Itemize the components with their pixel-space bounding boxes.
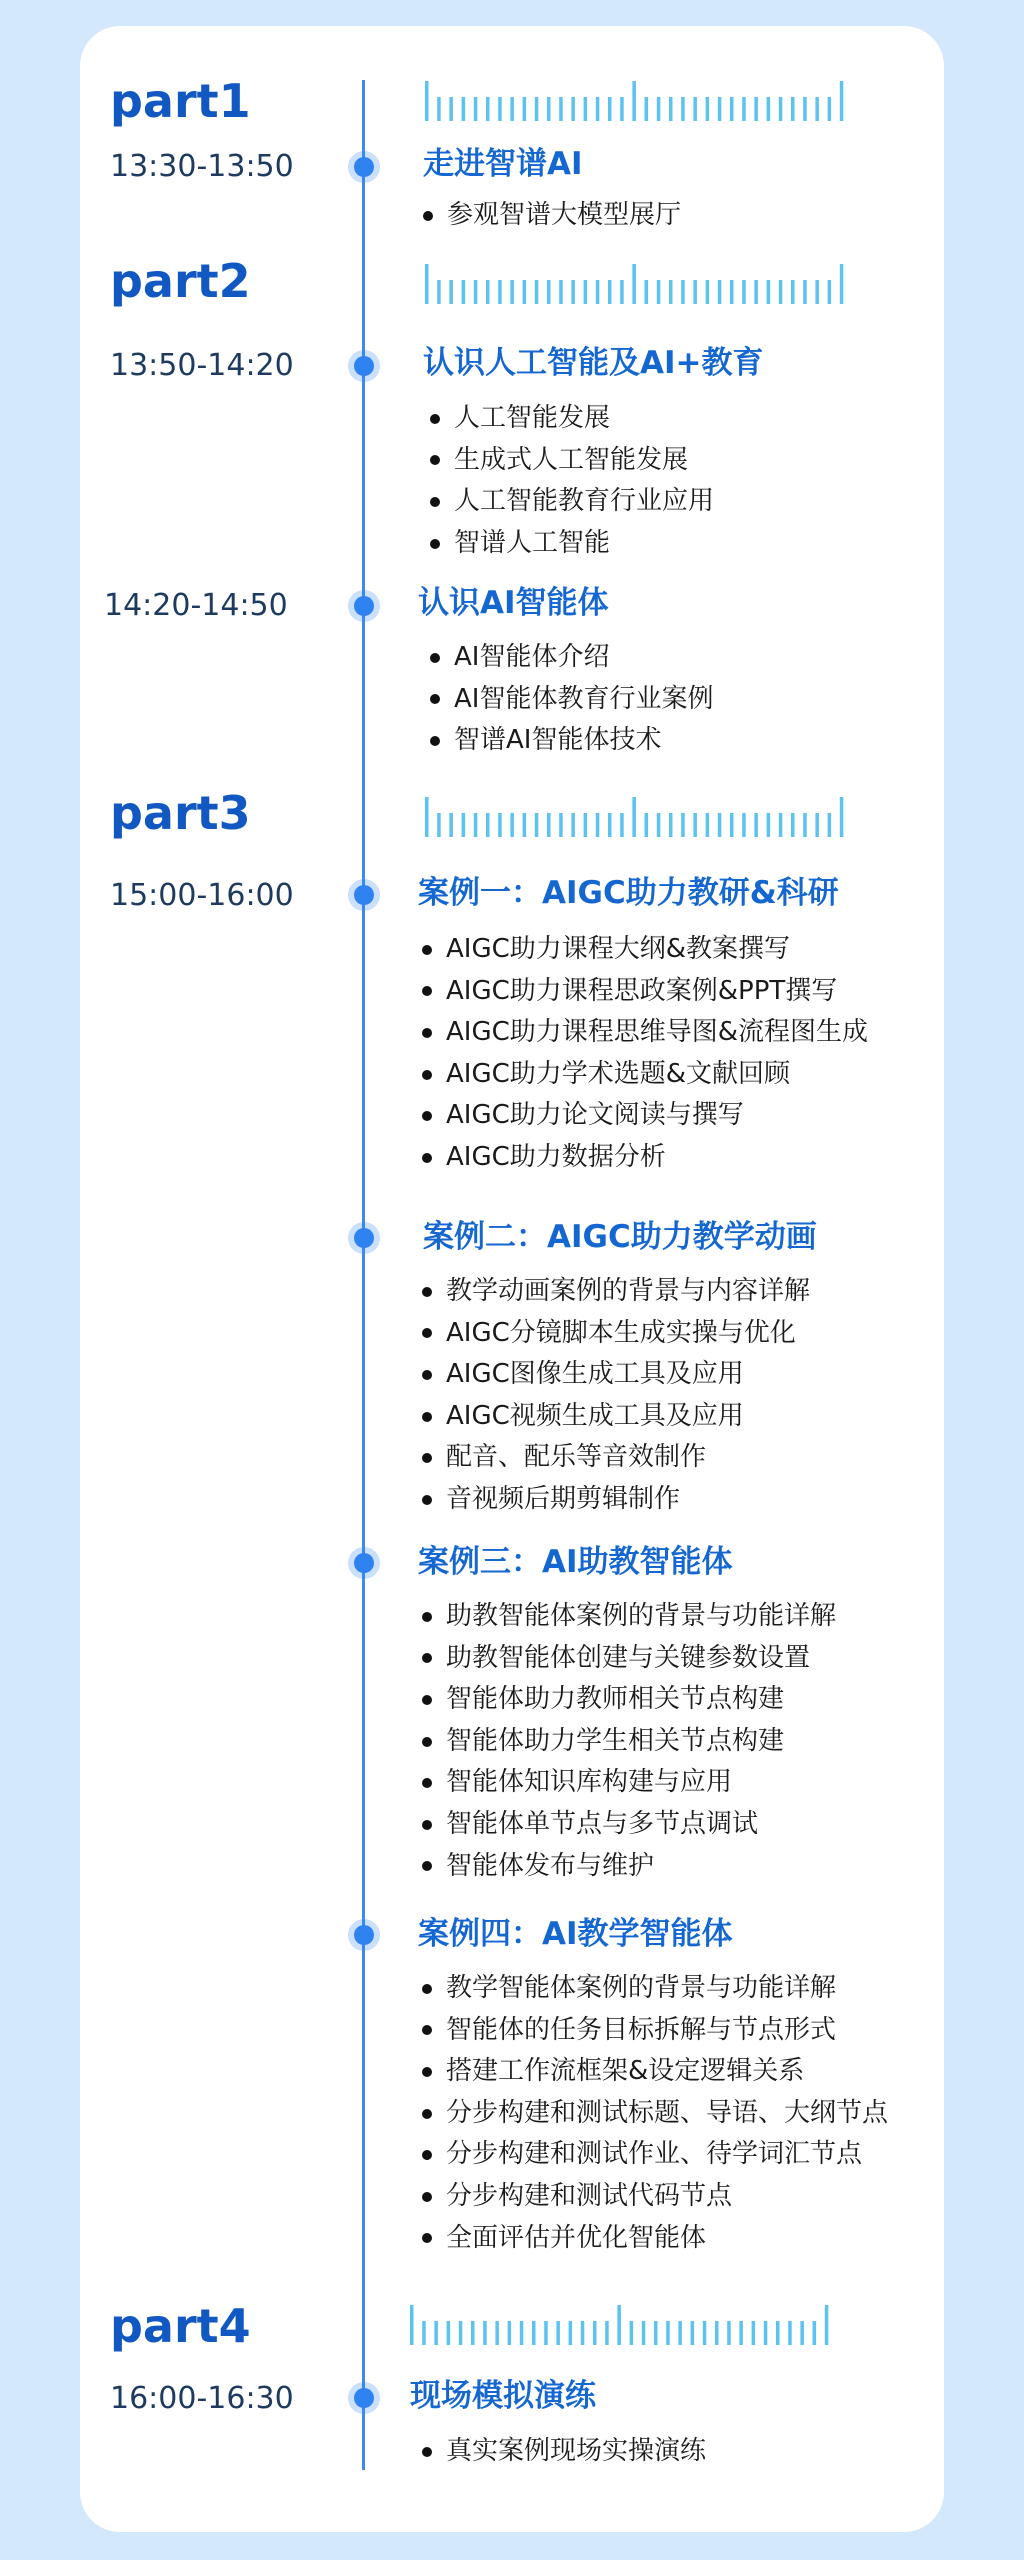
- bullet-icon: [422, 2067, 432, 2077]
- session-title: 认识人工智能及AI+教育: [423, 345, 764, 381]
- agenda-item: [423, 195, 681, 237]
- tick-mark: [693, 280, 697, 304]
- tick-mark: [691, 2321, 695, 2345]
- tick-mark: [474, 97, 478, 121]
- session-title: 案例一：AIGC助力教研&科研: [418, 875, 839, 911]
- part-title: part4: [110, 2299, 251, 2353]
- tick-mark: [437, 813, 441, 837]
- agenda-item: [422, 1271, 810, 1313]
- agenda-item-text: 分步构建和测试作业、待学词汇节点: [446, 2139, 863, 2170]
- tick-mark: [767, 97, 771, 121]
- session-time: 14:20-14:50: [104, 588, 288, 623]
- tick-mark: [706, 97, 710, 121]
- tick-mark: [630, 2321, 634, 2345]
- tick-mark: [681, 813, 685, 837]
- agenda-item: [422, 2218, 888, 2260]
- tick-mark: [462, 280, 466, 304]
- agenda-item-text: AIGC视频生成工具及应用: [446, 1400, 744, 1431]
- agenda-item-text: 助教智能体创建与关键参数设置: [446, 1642, 811, 1673]
- tick-mark: [669, 97, 673, 121]
- agenda-item: [422, 1137, 868, 1179]
- agenda-item-text: AIGC分镜脚本生成实操与优化: [446, 1317, 796, 1348]
- tick-mark: [535, 280, 539, 304]
- tick-mark: [584, 813, 588, 837]
- agenda-item: [422, 2010, 888, 2052]
- bullet-icon: [430, 736, 440, 746]
- tick-mark: [718, 280, 722, 304]
- session-items: [422, 1968, 888, 2259]
- tick-mark: [828, 97, 832, 121]
- timeline-dot: [354, 157, 374, 177]
- bullet-icon: [422, 2447, 432, 2457]
- tick-mark: [681, 280, 685, 304]
- agenda-item: [422, 1313, 810, 1355]
- decorative-ticks: [425, 81, 844, 121]
- tick-mark: [815, 813, 819, 837]
- tick-mark: [754, 280, 758, 304]
- tick-mark: [462, 813, 466, 837]
- tick-mark: [718, 813, 722, 837]
- tick-mark: [715, 2321, 719, 2345]
- tick-mark: [605, 2321, 609, 2345]
- tick-mark: [788, 2321, 792, 2345]
- tick-mark: [620, 813, 624, 837]
- bullet-icon: [422, 1028, 432, 1038]
- tick-mark: [495, 2321, 499, 2345]
- tick-mark: [800, 2321, 804, 2345]
- tick-mark: [742, 813, 746, 837]
- tick-mark: [584, 280, 588, 304]
- tick-mark: [669, 813, 673, 837]
- session-time: 13:50-14:20: [110, 348, 294, 383]
- tick-mark: [730, 97, 734, 121]
- agenda-item: [422, 1095, 868, 1137]
- agenda-item-text: AI智能体教育行业案例: [454, 683, 714, 714]
- tick-mark: [447, 2321, 451, 2345]
- tick-mark: [767, 813, 771, 837]
- tick-mark: [508, 2321, 512, 2345]
- tick-mark: [483, 2321, 487, 2345]
- tick-mark: [754, 813, 758, 837]
- tick-mark: [486, 813, 490, 837]
- tick-mark: [410, 2305, 414, 2345]
- tick-mark: [449, 813, 453, 837]
- session-items: [422, 2431, 706, 2473]
- tick-mark: [608, 280, 612, 304]
- session-items: [422, 1271, 810, 1521]
- timeline-dot: [354, 885, 374, 905]
- tick-mark: [632, 797, 636, 837]
- tick-mark: [742, 97, 746, 121]
- agenda-item-text: 音视频后期剪辑制作: [446, 1483, 681, 1514]
- agenda-item-text: 智能体助力教师相关节点构建: [446, 1684, 785, 1715]
- tick-mark: [727, 2321, 731, 2345]
- agenda-item-text: AIGC助力学术选题&文献回顾: [446, 1058, 791, 1089]
- agenda-item: [422, 1054, 868, 1096]
- agenda-item-text: AI智能体介绍: [454, 642, 610, 672]
- tick-mark: [620, 97, 624, 121]
- tick-mark: [510, 813, 514, 837]
- tick-mark: [510, 97, 514, 121]
- bullet-icon: [422, 1653, 432, 1663]
- tick-mark: [654, 2321, 658, 2345]
- tick-mark: [449, 97, 453, 121]
- agenda-item-text: 生成式人工智能发展: [454, 444, 689, 475]
- agenda-item-text: 分步构建和测试代码节点: [446, 2180, 733, 2211]
- agenda-item-text: 参观智谱大模型展厅: [447, 200, 682, 230]
- bullet-icon: [422, 1153, 432, 1163]
- session-items: [423, 195, 681, 237]
- agenda-item-text: 智能体的任务目标拆解与节点形式: [446, 2014, 837, 2045]
- agenda-item-text: AIGC助力课程思维导图&流程图生成: [446, 1017, 869, 1048]
- bullet-icon: [422, 1612, 432, 1622]
- tick-mark: [486, 280, 490, 304]
- agenda-item: [422, 1762, 836, 1804]
- session-time: 13:30-13:50: [110, 149, 294, 184]
- tick-mark: [693, 97, 697, 121]
- tick-mark: [596, 97, 600, 121]
- bullet-icon: [422, 1370, 432, 1380]
- tick-mark: [779, 280, 783, 304]
- tick-mark: [752, 2321, 756, 2345]
- tick-mark: [764, 2321, 768, 2345]
- session-title: 案例三：AI助教智能体: [418, 1544, 733, 1580]
- tick-mark: [544, 2321, 548, 2345]
- tick-mark: [571, 813, 575, 837]
- tick-mark: [462, 97, 466, 121]
- bullet-icon: [422, 1070, 432, 1080]
- bullet-icon: [422, 1453, 432, 1463]
- session-title: 案例四：AI教学智能体: [418, 1916, 733, 1952]
- agenda-item-text: AIGC助力课程思政案例&PPT撰写: [446, 975, 838, 1006]
- agenda-item: [422, 1846, 836, 1888]
- agenda-item: [422, 2176, 888, 2218]
- timeline-dot: [354, 1228, 374, 1248]
- tick-mark: [425, 81, 429, 121]
- tick-mark: [645, 280, 649, 304]
- tick-mark: [523, 280, 527, 304]
- bullet-icon: [422, 1778, 432, 1788]
- agenda-item: [422, 2051, 888, 2093]
- bullet-icon: [430, 455, 440, 465]
- bullet-icon: [430, 694, 440, 704]
- tick-mark: [498, 280, 502, 304]
- tick-mark: [437, 97, 441, 121]
- tick-mark: [703, 2321, 707, 2345]
- agenda-item-text: 智能体知识库构建与应用: [446, 1767, 733, 1798]
- bullet-icon: [430, 414, 440, 424]
- tick-mark: [608, 97, 612, 121]
- tick-mark: [486, 97, 490, 121]
- tick-mark: [581, 2321, 585, 2345]
- agenda-item-text: AIGC助力数据分析: [446, 1141, 666, 1172]
- session-title: 认识AI智能体: [418, 585, 609, 621]
- tick-mark: [559, 813, 563, 837]
- tick-mark: [730, 280, 734, 304]
- tick-mark: [520, 2321, 524, 2345]
- agenda-item-text: 智能体单节点与多节点调试: [446, 1808, 759, 1839]
- timeline-line: [362, 80, 365, 2470]
- bullet-icon: [422, 1820, 432, 1830]
- agenda-item: [422, 2093, 888, 2135]
- tick-mark: [706, 813, 710, 837]
- agenda-item: [422, 1721, 836, 1763]
- tick-mark: [547, 280, 551, 304]
- bullet-icon: [423, 211, 433, 221]
- bullet-icon: [422, 2233, 432, 2243]
- session-items: [430, 398, 714, 564]
- bullet-icon: [422, 2109, 432, 2119]
- tick-mark: [791, 813, 795, 837]
- agenda-item: [430, 523, 714, 565]
- tick-mark: [459, 2321, 463, 2345]
- tick-mark: [523, 97, 527, 121]
- tick-mark: [547, 813, 551, 837]
- bullet-icon: [422, 1737, 432, 1747]
- tick-mark: [556, 2321, 560, 2345]
- tick-mark: [840, 81, 844, 121]
- agenda-item: [422, 2134, 888, 2176]
- agenda-item-text: AIGC助力论文阅读与撰写: [446, 1100, 744, 1131]
- tick-mark: [657, 813, 661, 837]
- tick-mark: [620, 280, 624, 304]
- bullet-icon: [430, 497, 440, 507]
- tick-mark: [535, 813, 539, 837]
- part-title: part3: [110, 786, 251, 840]
- tick-mark: [669, 280, 673, 304]
- tick-mark: [693, 813, 697, 837]
- bullet-icon: [422, 1111, 432, 1121]
- tick-mark: [791, 280, 795, 304]
- agenda-item-text: 智谱人工智能: [454, 527, 611, 558]
- tick-mark: [584, 97, 588, 121]
- tick-mark: [596, 813, 600, 837]
- bullet-icon: [422, 2192, 432, 2202]
- agenda-item-text: 教学智能体案例的背景与功能详解: [446, 1973, 837, 2003]
- bullet-icon: [430, 539, 440, 549]
- decorative-ticks: [410, 2305, 829, 2345]
- bullet-icon: [422, 2025, 432, 2035]
- tick-mark: [617, 2305, 621, 2345]
- agenda-item: [430, 679, 713, 721]
- tick-mark: [474, 280, 478, 304]
- decorative-ticks: [425, 264, 844, 304]
- tick-mark: [571, 280, 575, 304]
- tick-mark: [437, 280, 441, 304]
- tick-mark: [828, 813, 832, 837]
- tick-mark: [803, 813, 807, 837]
- timeline-dot: [354, 1553, 374, 1573]
- tick-mark: [645, 97, 649, 121]
- bullet-icon: [422, 2150, 432, 2160]
- tick-mark: [681, 97, 685, 121]
- tick-mark: [498, 97, 502, 121]
- tick-mark: [742, 280, 746, 304]
- bullet-icon: [422, 1984, 432, 1994]
- tick-mark: [425, 264, 429, 304]
- timeline-dot: [354, 596, 374, 616]
- tick-mark: [434, 2321, 438, 2345]
- part-title: part2: [110, 254, 251, 308]
- agenda-item: [422, 929, 868, 971]
- agenda-item-text: 智能体助力学生相关节点构建: [446, 1725, 785, 1756]
- tick-mark: [510, 280, 514, 304]
- tick-mark: [840, 264, 844, 304]
- agenda-item: [430, 440, 714, 482]
- agenda-item-text: 教学动画案例的背景与内容详解: [446, 1276, 811, 1306]
- agenda-item-text: 智谱AI智能体技术: [454, 725, 662, 756]
- tick-mark: [449, 280, 453, 304]
- session-items: [430, 637, 713, 762]
- tick-mark: [593, 2321, 597, 2345]
- agenda-item: [422, 1679, 836, 1721]
- tick-mark: [474, 813, 478, 837]
- agenda-item: [430, 398, 714, 440]
- tick-mark: [739, 2321, 743, 2345]
- session-title: 走进智谱AI: [423, 146, 583, 182]
- timeline-dot: [354, 1925, 374, 1945]
- agenda-item: [422, 1437, 810, 1479]
- tick-mark: [559, 280, 563, 304]
- tick-mark: [754, 97, 758, 121]
- agenda-item-text: AIGC图像生成工具及应用: [446, 1359, 744, 1390]
- tick-mark: [642, 2321, 646, 2345]
- tick-mark: [571, 97, 575, 121]
- bullet-icon: [422, 1495, 432, 1505]
- tick-mark: [657, 97, 661, 121]
- tick-mark: [779, 97, 783, 121]
- tick-mark: [547, 97, 551, 121]
- agenda-item: [422, 971, 868, 1013]
- tick-mark: [422, 2321, 426, 2345]
- tick-mark: [666, 2321, 670, 2345]
- tick-mark: [645, 813, 649, 837]
- bullet-icon: [430, 653, 440, 663]
- agenda-item-text: 人工智能教育行业应用: [454, 486, 715, 517]
- tick-mark: [657, 280, 661, 304]
- tick-mark: [813, 2321, 817, 2345]
- agenda-item: [430, 637, 713, 679]
- tick-mark: [825, 2305, 829, 2345]
- tick-mark: [425, 797, 429, 837]
- agenda-item: [422, 1479, 810, 1521]
- agenda-item-text: AIGC助力课程大纲&教案撰写: [446, 934, 791, 964]
- part-title: part1: [110, 74, 251, 128]
- bullet-icon: [422, 1287, 432, 1297]
- tick-mark: [767, 280, 771, 304]
- agenda-item: [422, 1354, 810, 1396]
- agenda-item: [430, 720, 713, 762]
- agenda-item-text: 全面评估并优化智能体: [446, 2222, 707, 2253]
- tick-mark: [718, 97, 722, 121]
- agenda-item-text: 智能体发布与维护: [446, 1850, 655, 1881]
- decorative-ticks: [425, 797, 844, 837]
- tick-mark: [535, 97, 539, 121]
- session-time: 15:00-16:00: [110, 878, 294, 913]
- agenda-item-text: 搭建工作流框架&设定逻辑关系: [446, 2056, 805, 2087]
- tick-mark: [596, 280, 600, 304]
- session-time: 16:00-16:30: [110, 2381, 294, 2416]
- agenda-item: [422, 1968, 888, 2010]
- tick-mark: [532, 2321, 536, 2345]
- agenda-item-text: 配音、配乐等音效制作: [446, 1442, 707, 1473]
- agenda-item: [422, 1396, 810, 1438]
- tick-mark: [498, 813, 502, 837]
- session-items: [422, 1596, 836, 1887]
- tick-mark: [815, 280, 819, 304]
- agenda-item: [430, 481, 714, 523]
- agenda-item: [422, 1638, 836, 1680]
- agenda-item: [422, 1596, 836, 1638]
- tick-mark: [840, 797, 844, 837]
- agenda-item-text: 真实案例现场实操演练: [446, 2436, 707, 2466]
- bullet-icon: [422, 1328, 432, 1338]
- agenda-item: [422, 1012, 868, 1054]
- tick-mark: [678, 2321, 682, 2345]
- timeline-dot: [354, 2388, 374, 2408]
- bullet-icon: [422, 1861, 432, 1871]
- tick-mark: [632, 81, 636, 121]
- tick-mark: [608, 813, 612, 837]
- tick-mark: [803, 97, 807, 121]
- tick-mark: [803, 280, 807, 304]
- session-title: 现场模拟演练: [410, 2378, 596, 2414]
- tick-mark: [779, 813, 783, 837]
- agenda-item: [422, 2431, 706, 2473]
- tick-mark: [706, 280, 710, 304]
- session-title: 案例二：AIGC助力教学动画: [423, 1219, 817, 1255]
- tick-mark: [569, 2321, 573, 2345]
- tick-mark: [730, 813, 734, 837]
- tick-mark: [815, 97, 819, 121]
- bullet-icon: [422, 1695, 432, 1705]
- tick-mark: [471, 2321, 475, 2345]
- tick-mark: [523, 813, 527, 837]
- agenda-item-text: 分步构建和测试标题、导语、大纲节点: [446, 2097, 889, 2128]
- agenda-item: [422, 1804, 836, 1846]
- bullet-icon: [422, 986, 432, 996]
- tick-mark: [559, 97, 563, 121]
- agenda-item-text: 人工智能发展: [454, 403, 611, 433]
- session-items: [422, 929, 868, 1179]
- tick-mark: [828, 280, 832, 304]
- tick-mark: [791, 97, 795, 121]
- tick-mark: [776, 2321, 780, 2345]
- timeline-dot: [354, 356, 374, 376]
- tick-mark: [632, 264, 636, 304]
- agenda-item-text: 助教智能体案例的背景与功能详解: [446, 1601, 837, 1631]
- bullet-icon: [422, 1412, 432, 1422]
- bullet-icon: [422, 945, 432, 955]
